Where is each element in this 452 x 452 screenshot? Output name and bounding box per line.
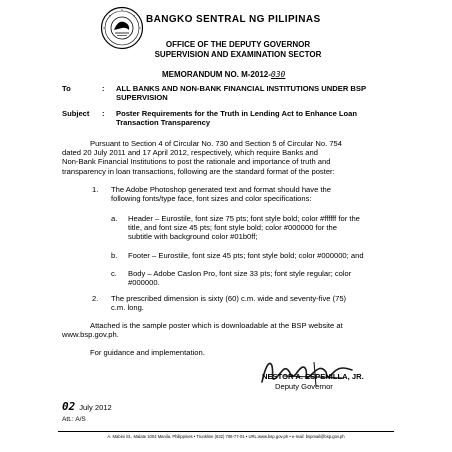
to-colon: : (102, 84, 105, 93)
subitem-a-line: subtitle with background color #01b0ff; (128, 232, 258, 242)
item-1-line: The Adobe Photoshop generated text and format should have the (111, 185, 331, 194)
date-day-handwritten: 02 (62, 400, 76, 413)
attachment-label: Att.: A/S (62, 416, 86, 423)
subitem-c-text (128, 269, 351, 287)
date-month-year: July 2012 (79, 403, 112, 412)
item-1-number: 1. (92, 185, 99, 194)
to-recipients (116, 84, 366, 102)
subitem-a-line: Header – Eurostile, font size 75 pts; font style bold; color #ffffff for the (128, 214, 360, 223)
memo-number (162, 70, 285, 79)
subitem-b-text (128, 251, 364, 260)
item-1-text (111, 185, 331, 203)
item-1-line: following fonts/type face, font sizes and color specifications: (111, 194, 312, 204)
office-title (140, 40, 336, 60)
signatory-name: NESTOR A. ESPENILLA, JR. (262, 372, 364, 381)
bsp-seal-icon (100, 6, 144, 50)
office-line-2: SUPERVISION AND EXAMINATION SECTOR (154, 50, 322, 59)
subitem-b-letter: b. (111, 251, 118, 260)
memo-number-label: MEMORANDUM NO. M-2012- (162, 70, 271, 79)
to-line-1: ALL BANKS AND NON-BANK FINANCIAL INSTITUTIONS UNDER BSP (116, 84, 367, 93)
attached-paragraph (62, 321, 343, 339)
subject-text (116, 109, 357, 127)
intro-line: transparency in loan transactions, following are the standard format of the poster: (62, 166, 335, 176)
attached-line: Attached is the sample poster which is downloadable at the BSP website at (90, 321, 343, 330)
guidance-text: For guidance and implementation. (90, 348, 205, 357)
footer-email: e-mail: bspmail@bsp.gov.ph (291, 434, 345, 439)
memo-number-handwritten: 030 (270, 70, 286, 79)
footer-address: A. Mabini St., Malate 1004 Manila, Philippines (107, 434, 193, 439)
footer-divider (58, 431, 394, 432)
signatory-title: Deputy Governor (275, 382, 333, 391)
subitem-b-line: Footer – Eurostile, font size 45 pts; font style bold; color #000000; and (128, 251, 364, 260)
office-line-1: OFFICE OF THE DEPUTY GOVERNOR (165, 40, 311, 49)
subitem-c-line: #000000. (128, 278, 160, 288)
subitem-a-text (128, 214, 360, 242)
subject-line-1: Poster Requirements for the Truth in Lending Act to Enhance Loan (116, 109, 358, 118)
subitem-c-letter: c. (111, 269, 117, 278)
subject-label: Subject (62, 109, 90, 118)
intro-line: dated 20 July 2011 and 17 April 2012, respectively, which require Banks and (62, 148, 318, 158)
bank-name: BANGKO SENTRAL NG PILIPINAS (146, 14, 321, 25)
subitem-a-line: title, and font size 45 pts; font style bold; color #000000 for the (128, 223, 337, 233)
subject-colon: : (102, 109, 105, 118)
intro-paragraph (62, 139, 392, 176)
to-line-2: SUPERVISION (116, 93, 168, 103)
footer-contact: A. Mabini St., Malate 1004 Manila, Philippines • Trunkline (632) 708-77-01 • URL:www.bsp.gov.ph • e-mail: bspmail@bsp.gov.ph (107, 434, 345, 439)
footer-url: URL:www.bsp.gov.ph (248, 434, 289, 439)
item-2-text (111, 294, 346, 312)
subject-line-2: Transaction Transparency (116, 118, 211, 128)
intro-line: Non-Bank Financial Institutions to post the rationale and importance of truth and (62, 157, 331, 167)
memo-date (62, 397, 112, 415)
subitem-a-letter: a. (111, 214, 118, 223)
item-2-line: The prescribed dimension is sixty (60) c.m. wide and seventy-five (75) (111, 294, 347, 303)
item-2-line: c.m. long. (111, 303, 144, 313)
attached-line: www.bsp.gov.ph. (62, 330, 119, 340)
to-label: To (62, 84, 71, 93)
subitem-c-line: Body – Adobe Caslon Pro, font size 33 pts; font style regular; color (128, 269, 352, 278)
item-2-number: 2. (92, 294, 99, 303)
intro-line: Pursuant to Section 4 of Circular No. 730 and Section 5 of Circular No. 754 (90, 139, 342, 148)
footer-trunkline: Trunkline (632) 708-77-01 (196, 434, 245, 439)
